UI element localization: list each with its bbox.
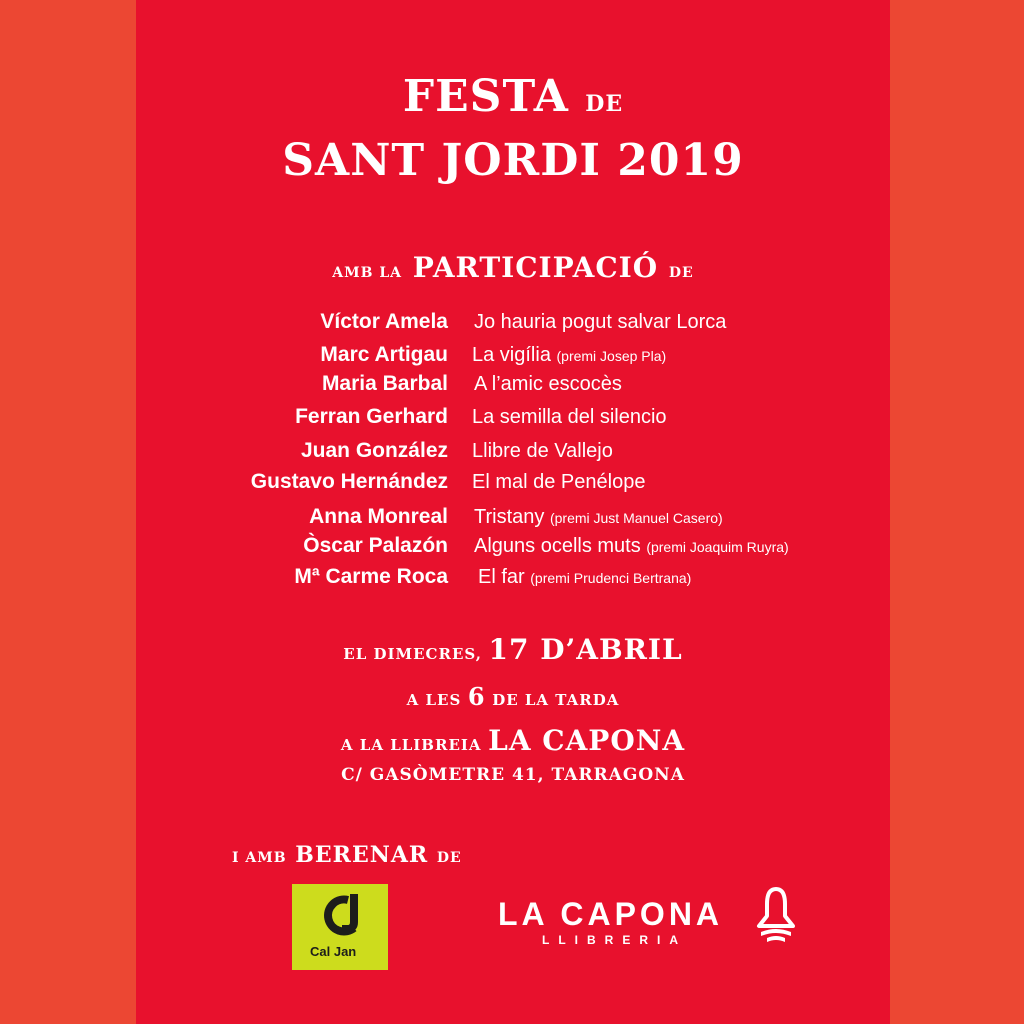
book-prize: (premi Just Manuel Casero) [549,510,723,526]
author-row [136,561,890,593]
caljan-logo [292,884,388,970]
capona-logo-main: LA CAPONA [498,896,724,932]
snack-line [232,842,462,868]
bell-logo-icon [753,886,799,946]
title-line-1 [136,70,890,131]
book-title [478,561,691,594]
book-name: Jo hauria pogut salvar Lorca [474,311,727,333]
snack-post: DE [436,850,462,866]
book-prize: (premi Josep Pla) [556,348,667,364]
book-name: La vigília [472,344,551,366]
event-venue-pre: A LA LLIBREIA [340,736,482,754]
event-time-hour: 6 [467,682,486,711]
capona-logo-sub: LLIBRERIA [542,933,687,947]
book-name: Alguns ocells muts [474,535,641,557]
participation-pre: AMB LA [332,265,403,281]
book-prize: (premi Joaquim Ruyra) [646,539,789,555]
author-name: Marc Artigau [320,343,448,366]
event-date [136,630,890,674]
capona-logo [498,896,738,956]
snack-main: BERENAR [295,842,429,868]
event-time-pre: A LES [406,691,462,709]
event-time-post: DE LA TARDA [492,691,620,709]
event-date-value: 17 D’ABRIL [488,633,683,666]
author-row [136,306,890,338]
title-de: DE [585,91,624,117]
snack-pre: I AMB [232,850,287,866]
author-row [136,339,890,371]
author-name: Ferran Gerhard [295,405,448,428]
book-title [472,435,613,467]
event-venue-name: LA CAPONA [488,724,686,757]
author-name: Òscar Palazón [303,534,448,557]
book-prize: (premi Prudenci Bertrana) [530,570,692,586]
author-name: Mª Carme Roca [294,565,448,588]
book-name: El mal de Penélope [472,471,646,493]
book-name: El far [478,566,525,588]
participation-main: PARTICIPACIÓ [412,251,659,284]
author-row [136,401,890,433]
author-name: Juan González [300,439,448,462]
author-row [136,501,890,533]
author-name: Maria Barbal [321,372,448,395]
title-festa: FESTA [402,71,569,122]
author-row [136,435,890,467]
author-name: Anna Monreal [309,505,448,528]
caljan-name: Cal Jan [310,944,357,959]
book-name: Llibre de Vallejo [472,440,613,462]
poster [136,0,890,1024]
event-address: C/ GASÒMETRE 41, TARRAGONA [341,765,685,785]
book-title [474,306,726,338]
book-name: Tristany [474,506,545,528]
participation-heading [136,250,890,291]
book-title [472,401,667,433]
author-row [136,466,890,498]
book-name: A l’amic escocès [474,373,622,395]
book-title [474,530,789,563]
event-time [136,679,890,718]
book-name: La semilla del silencio [472,406,667,428]
participation-post: DE [668,265,694,281]
title-line-2: SANT JORDI 2019 [282,135,744,186]
author-name: Gustavo Hernández [250,470,448,493]
caljan-logo-icon [292,884,388,944]
author-name: Víctor Amela [320,310,448,333]
book-title [474,368,622,400]
author-row [136,530,890,562]
author-row [136,368,890,400]
event-day-label: EL DIMECRES, [343,645,482,663]
book-title [472,466,645,498]
